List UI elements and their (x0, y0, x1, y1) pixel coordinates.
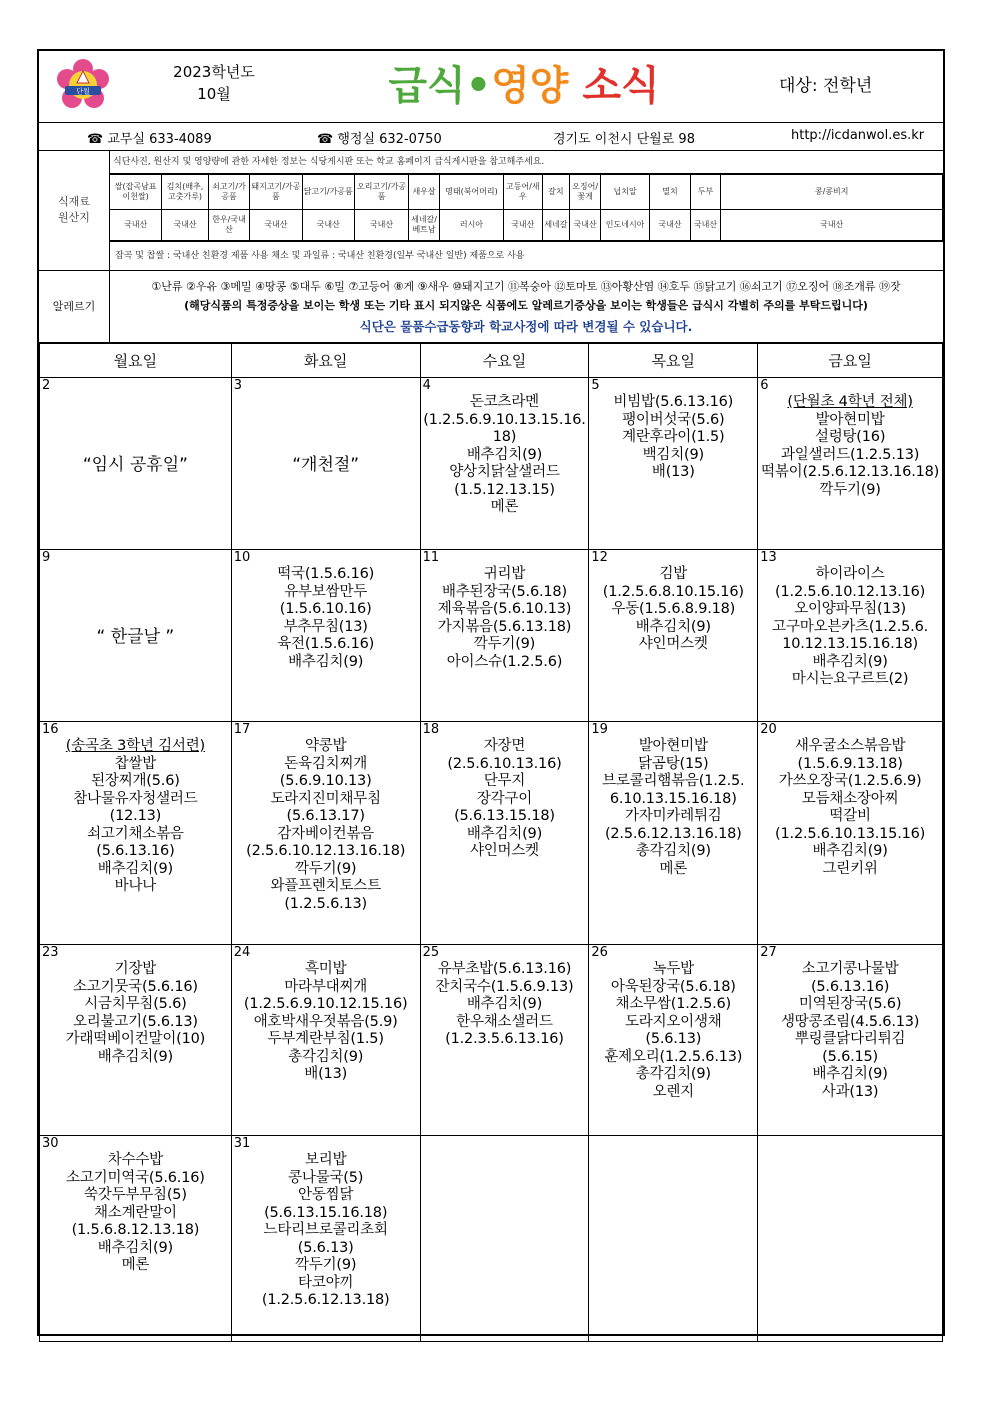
origin-item: 넙치알 (600, 175, 649, 210)
menu-item: 찹쌀밥 (114, 755, 157, 772)
calendar-week (40, 945, 943, 1136)
menu-change-notice: 식단은 물품수급동향과 학교사정에 따라 변경될 수 있습니다. (359, 319, 693, 334)
menu-item: 한우채소샐러드 (456, 1013, 553, 1030)
menu-item: 사과(13) (821, 1083, 879, 1100)
menu-list (758, 722, 942, 878)
menu-item: 기장밥 (114, 961, 157, 977)
event-note: (단월초 4학년 전체) (787, 394, 913, 410)
newsletter-title (379, 55, 669, 115)
menu-item: 돈코츠라멘 (469, 394, 539, 410)
day-number: 19 (591, 722, 608, 737)
menu-item: 유부초밥(5.6.13.16) (437, 961, 572, 977)
menu-item: 모듬채소장아찌 (801, 790, 899, 807)
calendar-day (758, 378, 943, 550)
day-number: 26 (591, 945, 608, 960)
menu-list (421, 1136, 589, 1152)
calendar-day (758, 1136, 943, 1342)
menu-item: (5.6.13) (645, 1031, 702, 1047)
day-number: 5 (591, 378, 600, 393)
menu-item: 장각구이 (476, 790, 533, 807)
menu-item: 돈육김치찌개 (284, 755, 368, 772)
day-number: 31 (233, 1136, 251, 1151)
menu-item: 시금치무침(5.6) (84, 996, 187, 1012)
menu-item: 아욱된장국(5.6.18) (610, 978, 736, 995)
day-number: 4 (422, 378, 431, 393)
menu-item: 배(13) (651, 464, 695, 480)
origin-country: 국내산 (354, 210, 408, 241)
holiday-label: “임시 공휴일” (82, 454, 188, 475)
menu-item: 소고기콩나물밥 (801, 961, 899, 977)
menu-item: 차수수밥 (107, 1152, 163, 1168)
day-number: 6 (760, 378, 769, 393)
calendar-day (758, 945, 943, 1136)
origin-footer: 잡곡 및 찹쌀 : 국내산 친환경 제품 사용 채소 및 과일류 : 국내산 친환경(일부 국내산 일반) 제품으로 사용 (109, 241, 943, 270)
menu-item: (5.6.13.16) (96, 843, 175, 859)
menu-item: 깍두기(9) (294, 860, 357, 877)
calendar-week (40, 1136, 943, 1342)
weekday-tue: 화요일 (231, 343, 420, 378)
origin-item: 닭고기/가공품 (302, 175, 354, 210)
origin-item: 두부 (690, 175, 721, 210)
origin-item: 쌀(잡곡남표 이천쌀) (110, 175, 162, 210)
menu-item: 채소계란말이 (93, 1204, 177, 1221)
menu-item: (1.5.6.9.13.18) (797, 755, 903, 772)
menu-item: 참나물유자청샐러드 (73, 790, 198, 807)
menu-list (232, 1136, 420, 1310)
day-number: 9 (42, 550, 51, 565)
weekday-fri: 금요일 (758, 343, 943, 378)
menu-item: 발아현미밥 (815, 411, 885, 428)
allergy-section (39, 270, 943, 344)
menu-list (421, 945, 589, 1049)
calendar-day (40, 722, 232, 945)
origin-country: 국내산 (110, 210, 162, 241)
menu-item: 아이스슈(1.2.5.6) (446, 653, 563, 670)
calendar-day (589, 1136, 758, 1342)
menu-list (40, 378, 231, 394)
school-year (149, 61, 279, 105)
newsletter-sheet (37, 49, 945, 1336)
holiday-label: “ 한글날 ” (96, 626, 175, 647)
calendar-day (420, 378, 589, 550)
origin-country: 국내산 (650, 210, 690, 241)
menu-item: 마시는요구르트(2) (791, 671, 909, 687)
menu-item: 마라부대찌개 (284, 978, 368, 995)
origin-country: 국내산 (302, 210, 354, 241)
menu-item: 훈제오리(1.2.5.6.13) (604, 1048, 743, 1065)
day-number: 10 (233, 550, 251, 565)
menu-list (40, 550, 231, 566)
menu-list (758, 378, 942, 499)
school-url[interactable]: http://icdanwol.es.kr (791, 128, 925, 143)
origin-country: 국내산 (570, 210, 601, 241)
menu-item: (1.2.3.5.6.13.16) (445, 1031, 564, 1047)
meal-calendar (39, 342, 943, 1342)
menu-list (589, 378, 757, 482)
school-logo-icon (55, 57, 111, 113)
menu-item: (1.2.5.6.9.10.12.15.16) (243, 996, 408, 1012)
menu-item: 귀리밥 (483, 566, 526, 582)
menu-item: (5.6.13.16) (810, 978, 890, 995)
origin-item: 오리고기/가공품 (354, 175, 408, 210)
origin-item: 오징어/꽃게 (570, 175, 601, 210)
menu-item: 배추김치(9) (288, 653, 364, 670)
allergy-label: 알레르기 (39, 270, 110, 342)
svg-text:급식•영양 소식 (388, 63, 659, 109)
menu-item: (1.5.6.8.12.13.18) (71, 1222, 200, 1238)
menu-item: 자장면 (483, 738, 526, 754)
menu-item: (1.2.5.6.13) (284, 895, 368, 912)
menu-list (232, 378, 420, 394)
title-dot: • (465, 63, 492, 109)
menu-item: (1.5.6.10.16) (279, 601, 372, 617)
calendar-day (758, 722, 943, 945)
menu-item: 샤인머스켓 (638, 636, 708, 652)
menu-item: 오이양파무침(13) (794, 601, 906, 617)
menu-item: 감자베이컨볶음 (277, 825, 374, 842)
menu-item: 애호박새우젓볶음(5.9) (253, 1013, 398, 1030)
menu-item: 쇠고기채소볶음 (87, 825, 184, 842)
menu-item: 메론 (121, 1257, 150, 1273)
menu-item: 생땅콩조림(4.5.6.13) (780, 1013, 920, 1030)
menu-item: 깍두기(9) (473, 636, 536, 652)
menu-item: 떡국(1.5.6.16) (277, 566, 375, 582)
menu-item: 두부계란부침(1.5) (267, 1031, 384, 1047)
menu-item: 김밥 (659, 566, 688, 582)
menu-item: 배추김치(9) (635, 618, 711, 635)
menu-item: 떡볶이(2.5.6.12.13.16.18) (761, 464, 940, 480)
menu-item: 느타리브로콜리초회 (263, 1222, 388, 1238)
menu-item: 브로콜리햄볶음(1.2.5. (602, 773, 745, 789)
menu-item: 10.12.13.15.16.18) (782, 636, 918, 652)
calendar-week (40, 722, 943, 945)
day-number: 13 (760, 550, 777, 565)
menu-item: 가자미카레튀김 (624, 808, 722, 824)
origin-label-line1: 식재료 (58, 195, 90, 208)
menu-item: 녹두밥 (652, 961, 694, 977)
menu-item: 도라지오이생채 (624, 1013, 722, 1030)
menu-item: 배추김치(9) (812, 843, 888, 859)
origin-item: 명태(북어머리) (439, 175, 503, 210)
calendar-day (40, 550, 232, 722)
weekday-thu: 목요일 (589, 343, 758, 378)
menu-list (421, 722, 589, 861)
calendar-day (231, 550, 420, 722)
menu-item: 배추김치(9) (466, 996, 543, 1012)
menu-list (232, 722, 420, 913)
office-phone: ☎ 교무실 633-4089 (87, 132, 212, 147)
menu-item: 떡갈비 (829, 808, 871, 824)
contact-bar (39, 122, 943, 151)
menu-item: 총각김치(9) (635, 1066, 711, 1082)
menu-list (589, 945, 757, 1101)
menu-item: 메론 (659, 860, 688, 877)
menu-item: 팽이버섯국(5.6) (622, 411, 725, 428)
day-number: 24 (233, 945, 251, 960)
menu-item: 메론 (490, 499, 519, 515)
menu-item: 육전(1.5.6.16) (277, 636, 375, 652)
menu-list (421, 550, 589, 671)
menu-item: 새우굴소스볶음밥 (794, 738, 906, 754)
allergy-list: ①난류 ②우유 ③메밀 ④땅콩 ⑤대두 ⑥밀 ⑦고등어 ⑧게 ⑨새우 ⑩돼지고기 ⑪복숭아 ⑫토마토 ⑬아황산염 ⑭호두 ⑮닭고기 ⑯쇠고기 ⑰오징어 ⑱조개류 ⑲잣 (151, 280, 901, 293)
day-number: 17 (233, 722, 251, 737)
origin-country: 세네갈/베트남 (409, 210, 440, 241)
menu-item: (1.2.5.6.10.12.13.16) (775, 583, 926, 600)
calendar-day (40, 1136, 232, 1342)
menu-item: 배추김치(9) (97, 860, 173, 877)
origin-item: 고등어/새우 (504, 175, 543, 210)
menu-item: 배추김치(9) (466, 446, 543, 463)
menu-item: 비빔밥(5.6.13.16) (613, 394, 734, 410)
calendar-day (589, 945, 758, 1136)
menu-list (758, 550, 942, 689)
school-address: 경기도 이천시 단월로 98 (553, 132, 695, 147)
calendar-day (231, 945, 420, 1136)
menu-item: 배추된장국(5.6.18) (442, 583, 567, 600)
menu-item: 오렌지 (652, 1083, 694, 1100)
origin-note: 식단사진, 원산지 및 영양량에 관한 자세한 정보는 식당게시판 또는 학교 홈페이지 급식게시판을 참고해주세요. (109, 150, 943, 174)
calendar-day (40, 945, 232, 1136)
menu-item: 가지볶음(5.6.13.18) (437, 618, 572, 635)
menu-list (232, 550, 420, 671)
origin-label-line2: 원산지 (58, 211, 90, 224)
menu-item: 타코야끼 (298, 1274, 354, 1291)
menu-item: 단무지 (483, 773, 526, 789)
calendar-day (758, 550, 943, 722)
calendar-day (420, 1136, 589, 1342)
day-number: 30 (42, 1136, 59, 1151)
menu-item: 채소무쌈(1.2.5.6) (615, 996, 732, 1012)
origin-country: 세네갈 (542, 210, 570, 241)
weekday-mon: 월요일 (40, 343, 232, 378)
menu-item: 과일샐러드(1.2.5.13) (780, 446, 920, 463)
origin-country: 국내산 (721, 210, 943, 241)
month-label: 10월 (197, 85, 231, 103)
calendar-day (231, 722, 420, 945)
menu-item: 소고기미역국(5.6.16) (66, 1169, 205, 1186)
origin-item: 김치(배추, 고춧가루) (162, 175, 208, 210)
calendar-day (420, 550, 589, 722)
origin-item: 멸치 (650, 175, 690, 210)
calendar-day (231, 378, 420, 550)
title-part-3: 소식 (568, 63, 660, 109)
menu-list (589, 722, 757, 878)
menu-item: 배추김치(9) (97, 1048, 173, 1065)
menu-item: (1.2.5.6.10.13.15.16) (775, 825, 926, 842)
day-number: 23 (42, 945, 59, 960)
menu-item: 발아현미밥 (638, 738, 708, 754)
ingredient-origin-section (39, 150, 943, 271)
menu-item: 우동(1.5.6.8.9.18) (611, 601, 736, 617)
day-number: 12 (591, 550, 608, 565)
title-part-2: 영양 (491, 63, 569, 109)
menu-item: (5.6.13) (297, 1239, 354, 1256)
calendar-day (420, 945, 589, 1136)
menu-item: 안동찜닭 (298, 1187, 354, 1203)
menu-item: 그린키위 (822, 860, 878, 877)
origin-item: 쇠고기/가공품 (208, 175, 250, 210)
day-number: 16 (42, 722, 59, 737)
menu-item: 백김치(9) (642, 446, 704, 463)
day-number: 11 (422, 550, 440, 565)
origin-item: 콩/콩비지 (721, 175, 943, 210)
menu-item: (1.2.5.6.8.10.15.16) (602, 583, 744, 600)
menu-item: (5.6.13.17) (286, 808, 365, 824)
origin-item: 새우살 (409, 175, 440, 210)
menu-item: 계란후라이(1.5) (622, 429, 725, 445)
origin-country: 러시아 (439, 210, 503, 241)
origin-item: 갈치 (542, 175, 570, 210)
year-label: 2023학년도 (173, 63, 255, 81)
menu-list (589, 1136, 757, 1152)
menu-item: (5.6.9.10.13) (279, 773, 372, 789)
menu-item: 배추김치(9) (812, 653, 888, 670)
menu-item: (2.5.6.10.13.16) (447, 755, 562, 772)
menu-item: 총각김치(9) (288, 1048, 364, 1065)
title-part-1: 급식 (388, 63, 466, 109)
header (39, 51, 943, 123)
menu-item: 하이라이스 (815, 566, 885, 582)
menu-item: 설렁탕(16) (814, 429, 886, 445)
menu-list (421, 378, 589, 517)
calendar-day (420, 722, 589, 945)
menu-item: 배추김치(9) (812, 1066, 888, 1082)
menu-item: 잔치국수(1.5.6.9.13) (435, 978, 574, 995)
menu-item: (1.2.5.6.9.10.13.15.16.18) (423, 411, 586, 445)
weekday-wed: 수요일 (420, 343, 589, 378)
day-number: 3 (233, 378, 243, 393)
menu-list (40, 722, 231, 896)
calendar-day (589, 378, 758, 550)
menu-item: 흑미밥 (304, 961, 347, 977)
menu-item: 깍두기(9) (819, 481, 881, 498)
origin-item: 돼지고기/가공품 (250, 175, 302, 210)
day-number: 20 (760, 722, 777, 737)
calendar-day (40, 378, 232, 550)
origin-country: 국내산 (162, 210, 208, 241)
day-number: 2 (42, 378, 51, 393)
menu-item: 제육볶음(5.6.10.13) (437, 601, 572, 617)
menu-item: 유부보쌈만두 (284, 583, 368, 600)
menu-item: 오리불고기(5.6.13) (72, 1013, 198, 1030)
menu-item: 도라지진미채무침 (270, 790, 381, 807)
menu-item: 쑥갓두부무침(5) (84, 1187, 187, 1203)
menu-item: 배(13) (304, 1066, 348, 1082)
menu-item: 총각김치(9) (635, 843, 711, 859)
menu-item: 가쓰오장국(1.2.5.6.9) (778, 773, 922, 789)
menu-item: 된장찌개(5.6) (91, 773, 180, 789)
menu-item: (12.13) (109, 808, 162, 824)
menu-item: 양상치닭살샐러드 (449, 464, 560, 480)
menu-item: 고구마오븐카츠(1.2.5.6. (772, 618, 929, 635)
event-note: (송곡초 3학년 김서련) (65, 738, 205, 754)
origin-label (39, 150, 110, 270)
menu-item: 가래떡베이컨말이(10) (65, 1031, 206, 1047)
origin-country: 국내산 (690, 210, 721, 241)
menu-item: 미역된장국(5.6) (798, 996, 902, 1012)
menu-item: (1.5.12.13.15) (454, 481, 555, 498)
menu-item: 배추김치(9) (97, 1239, 173, 1256)
origin-country: 한우/국내산 (208, 210, 250, 241)
menu-item: 배추김치(9) (466, 825, 543, 842)
day-number: 18 (422, 722, 440, 737)
menu-item: 와플프렌치토스트 (270, 878, 381, 894)
menu-list (589, 550, 757, 654)
menu-list (758, 945, 942, 1101)
day-number: 25 (422, 945, 440, 960)
logo-text: 단월 (76, 87, 90, 96)
menu-item: 부추무침(13) (283, 618, 368, 635)
menu-list (758, 1136, 942, 1152)
calendar-week (40, 378, 943, 550)
calendar-week (40, 550, 943, 722)
day-number: 27 (760, 945, 777, 960)
menu-list (40, 945, 231, 1066)
calendar-day (589, 550, 758, 722)
calendar-day (589, 722, 758, 945)
menu-item: 약콩밥 (304, 738, 347, 754)
origin-table (109, 174, 943, 241)
menu-item: 바나나 (114, 878, 157, 894)
admin-phone: ☎ 행정실 632-0750 (317, 132, 442, 147)
allergy-warning: (해당식품의 특정증상을 보이는 학생 또는 기타 표시 되지않은 식품에도 알레르기증상을 보이는 학생들은 급식시 각별히 주의를 부탁드립니다) (184, 299, 868, 312)
holiday-label: “개천절” (292, 454, 360, 475)
menu-item: 샤인머스켓 (469, 843, 539, 859)
menu-item: (5.6.15) (822, 1048, 879, 1065)
menu-item: 보리밥 (304, 1152, 347, 1168)
menu-item: 6.10.13.15.16.18) (609, 790, 737, 807)
menu-item: (2.5.6.12.13.16.18) (604, 825, 742, 842)
calendar-day (231, 1136, 420, 1342)
menu-list (232, 945, 420, 1084)
menu-item: (5.6.13.15.18) (454, 808, 555, 824)
menu-item: (1.2.5.6.12.13.18) (261, 1292, 390, 1308)
menu-item: 닭곰탕(15) (638, 755, 709, 772)
menu-item: (5.6.13.15.16.18) (264, 1204, 388, 1221)
menu-item: 깍두기(9) (294, 1257, 357, 1273)
menu-item: 뿌링클닭다리튀김 (794, 1031, 906, 1047)
menu-item: 소고기뭇국(5.6.16) (72, 978, 198, 995)
menu-item: (2.5.6.10.12.13.16.18) (246, 843, 406, 859)
origin-country: 인도네시아 (600, 210, 649, 241)
origin-country: 국내산 (250, 210, 302, 241)
origin-country: 국내산 (504, 210, 543, 241)
target-audience: 대상: 전학년 (779, 76, 873, 96)
menu-item: 콩나물국(5) (288, 1169, 364, 1186)
menu-list (40, 1136, 231, 1275)
